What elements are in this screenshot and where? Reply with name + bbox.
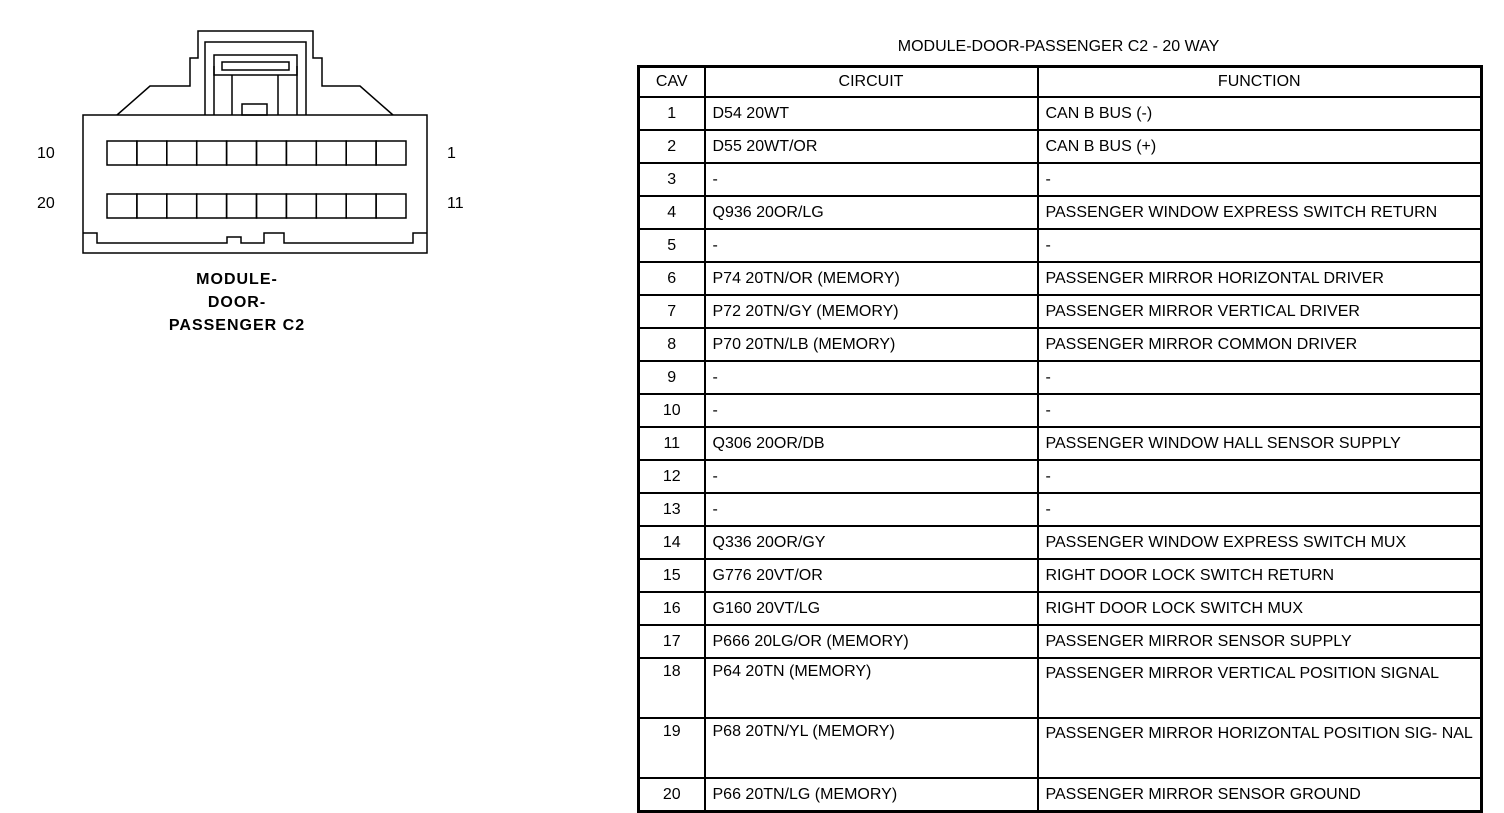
- caption-line: DOOR-: [207, 294, 267, 311]
- cavity-slot: [376, 194, 406, 218]
- function-cell: -: [1038, 361, 1482, 394]
- circuit-cell: -: [705, 361, 1038, 394]
- circuit-cell: P68 20TN/YL (MEMORY): [705, 718, 1038, 778]
- pin-label-bottom-right: 11: [447, 195, 464, 212]
- cav-cell: 16: [639, 592, 705, 625]
- function-cell: -: [1038, 394, 1482, 427]
- cav-cell: 20: [639, 778, 705, 812]
- connector-caption: [140, 268, 334, 337]
- table-row: [639, 592, 1482, 625]
- pin-label-top-right: 1: [447, 145, 456, 162]
- circuit-cell: Q936 20OR/LG: [705, 196, 1038, 229]
- cav-cell: 8: [639, 328, 705, 361]
- circuit-cell: -: [705, 163, 1038, 196]
- cav-cell: 5: [639, 229, 705, 262]
- function-cell: -: [1038, 229, 1482, 262]
- cav-cell: 2: [639, 130, 705, 163]
- circuit-cell: G160 20VT/LG: [705, 592, 1038, 625]
- function-cell: CAN B BUS (-): [1038, 97, 1482, 130]
- cavity-slot: [257, 194, 287, 218]
- table-row: [639, 559, 1482, 592]
- function-cell: PASSENGER WINDOW HALL SENSOR SUPPLY: [1038, 427, 1482, 460]
- function-cell: PASSENGER MIRROR VERTICAL POSITION SIGNAL: [1038, 658, 1482, 718]
- cav-cell: 9: [639, 361, 705, 394]
- cavity-slot: [167, 194, 197, 218]
- cav-cell: 3: [639, 163, 705, 196]
- connector-view: [0, 0, 600, 808]
- cavity-slot: [316, 194, 346, 218]
- function-cell: -: [1038, 163, 1482, 196]
- function-cell: PASSENGER WINDOW EXPRESS SWITCH RETURN: [1038, 196, 1482, 229]
- circuit-cell: Q306 20OR/DB: [705, 427, 1038, 460]
- table-header-row: [639, 67, 1482, 98]
- function-cell: -: [1038, 460, 1482, 493]
- cavity-slot: [137, 141, 167, 165]
- table-row: [639, 295, 1482, 328]
- connector-body: [83, 115, 427, 253]
- cav-cell: 18: [639, 658, 705, 718]
- table-row: [639, 427, 1482, 460]
- circuit-cell: G776 20VT/OR: [705, 559, 1038, 592]
- circuit-cell: P70 20TN/LB (MEMORY): [705, 328, 1038, 361]
- function-cell: RIGHT DOOR LOCK SWITCH RETURN: [1038, 559, 1482, 592]
- function-cell: CAN B BUS (+): [1038, 130, 1482, 163]
- table-row: [639, 262, 1482, 295]
- function-cell: RIGHT DOOR LOCK SWITCH MUX: [1038, 592, 1482, 625]
- cavity-slot: [107, 194, 137, 218]
- circuit-cell: -: [705, 394, 1038, 427]
- cavity-slot: [346, 141, 376, 165]
- table-row: [639, 493, 1482, 526]
- table-row: [639, 328, 1482, 361]
- header-circuit: CIRCUIT: [705, 67, 1038, 98]
- cav-cell: 17: [639, 625, 705, 658]
- cavity-slot: [107, 141, 137, 165]
- circuit-cell: P64 20TN (MEMORY): [705, 658, 1038, 718]
- function-cell: PASSENGER MIRROR COMMON DRIVER: [1038, 328, 1482, 361]
- cav-cell: 4: [639, 196, 705, 229]
- cavity-slot: [286, 141, 316, 165]
- cavity-slot: [376, 141, 406, 165]
- function-cell: PASSENGER MIRROR SENSOR SUPPLY: [1038, 625, 1482, 658]
- cavity-slot: [227, 194, 257, 218]
- cavity-slot: [137, 194, 167, 218]
- table-row: [639, 196, 1482, 229]
- header-function: FUNCTION: [1038, 67, 1482, 98]
- circuit-cell: P72 20TN/GY (MEMORY): [705, 295, 1038, 328]
- table-row: [639, 526, 1482, 559]
- table-row: [639, 718, 1482, 778]
- cav-cell: 15: [639, 559, 705, 592]
- table-row: [639, 163, 1482, 196]
- circuit-cell: P74 20TN/OR (MEMORY): [705, 262, 1038, 295]
- function-cell: PASSENGER MIRROR VERTICAL DRIVER: [1038, 295, 1482, 328]
- table-title: MODULE-DOOR-PASSENGER C2 - 20 WAY: [897, 38, 1220, 55]
- circuit-cell: -: [705, 460, 1038, 493]
- cavity-slot: [227, 141, 257, 165]
- table-row: [639, 130, 1482, 163]
- cavity-slot: [167, 141, 197, 165]
- cavity-slot: [286, 194, 316, 218]
- table-row: [639, 361, 1482, 394]
- circuit-cell: -: [705, 229, 1038, 262]
- table-row: [639, 394, 1482, 427]
- cav-cell: 13: [639, 493, 705, 526]
- caption-line: PASSENGER C2: [168, 317, 306, 334]
- cav-cell: 10: [639, 394, 705, 427]
- circuit-cell: P66 20TN/LG (MEMORY): [705, 778, 1038, 812]
- pin-rows: [639, 97, 1482, 812]
- connector-latch: [117, 31, 393, 115]
- circuit-cell: Q336 20OR/GY: [705, 526, 1038, 559]
- circuit-cell: -: [705, 493, 1038, 526]
- caption-line: MODULE-: [196, 271, 278, 288]
- table-row: [639, 460, 1482, 493]
- cav-cell: 12: [639, 460, 705, 493]
- cav-cell: 14: [639, 526, 705, 559]
- pin-table: [637, 65, 1483, 813]
- function-cell: PASSENGER MIRROR HORIZONTAL DRIVER: [1038, 262, 1482, 295]
- function-cell: PASSENGER WINDOW EXPRESS SWITCH MUX: [1038, 526, 1482, 559]
- cavity-slot: [346, 194, 376, 218]
- circuit-cell: D54 20WT: [705, 97, 1038, 130]
- cavity-rows: [107, 141, 406, 218]
- function-cell: -: [1038, 493, 1482, 526]
- cav-cell: 19: [639, 718, 705, 778]
- circuit-cell: P666 20LG/OR (MEMORY): [705, 625, 1038, 658]
- table-row: [639, 229, 1482, 262]
- cavity-slot: [257, 141, 287, 165]
- cavity-slot: [316, 141, 346, 165]
- cav-cell: 11: [639, 427, 705, 460]
- table-row: [639, 97, 1482, 130]
- function-cell: PASSENGER MIRROR HORIZONTAL POSITION SIG- NAL: [1038, 718, 1482, 778]
- pin-label-bottom-left: 20: [37, 195, 55, 212]
- cav-cell: 1: [639, 97, 705, 130]
- table-row: [639, 625, 1482, 658]
- pin-label-top-left: 10: [37, 145, 55, 162]
- function-cell: PASSENGER MIRROR SENSOR GROUND: [1038, 778, 1482, 812]
- cavity-slot: [197, 194, 227, 218]
- table-row: [639, 658, 1482, 718]
- header-cav: CAV: [639, 67, 705, 98]
- cav-cell: 6: [639, 262, 705, 295]
- cav-cell: 7: [639, 295, 705, 328]
- circuit-cell: D55 20WT/OR: [705, 130, 1038, 163]
- cavity-slot: [197, 141, 227, 165]
- table-row: [639, 778, 1482, 812]
